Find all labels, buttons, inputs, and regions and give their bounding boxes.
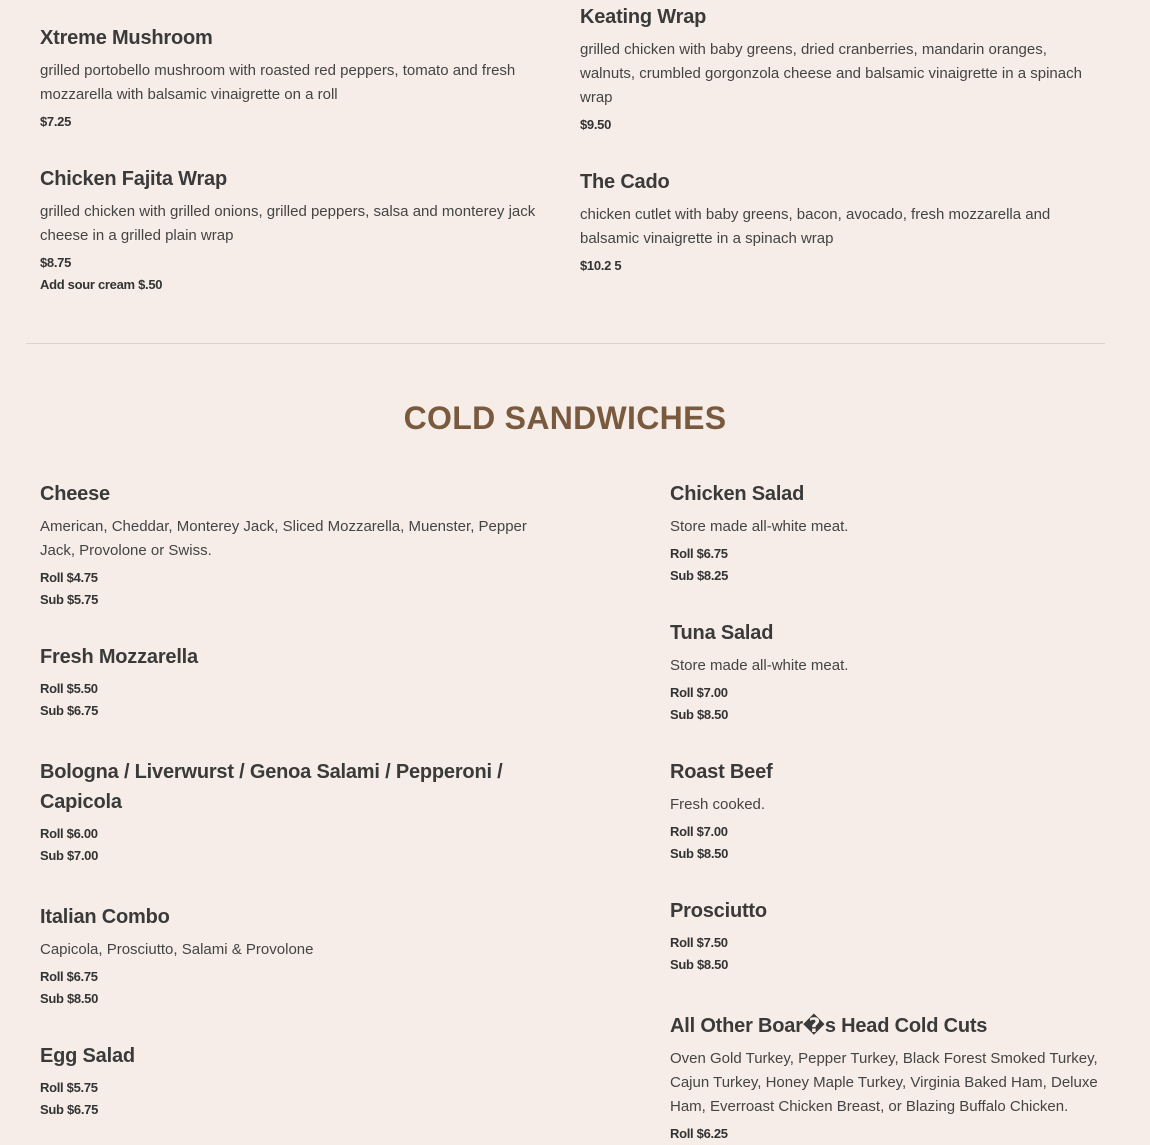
roll-price: Roll $6.25 (670, 1126, 728, 1141)
item-name: Chicken Salad (670, 483, 805, 505)
item-description: Store made all-white meat. (670, 518, 849, 535)
menu-item-egg-salad (40, 1041, 540, 1121)
item-description: grilled portobello mushroom with roasted red peppers, tomato and fresh mozzarella with balsamic vinaigrette on a roll (40, 62, 516, 103)
roll-price: Roll $6.75 (670, 546, 728, 561)
item-description: Fresh cooked. (670, 796, 766, 813)
section-title-cold-sandwiches: COLD SANDWICHES (403, 400, 727, 436)
section-divider (26, 343, 1105, 344)
item-name: Egg Salad (40, 1045, 135, 1067)
item-name: Cheese (40, 483, 110, 505)
sub-price: Sub $5.75 (40, 592, 98, 607)
menu-item-cheese (40, 479, 540, 611)
menu-item-boars-head-cold-cuts (670, 1011, 1100, 1145)
item-name: Tuna Salad (670, 622, 774, 644)
sub-price: Sub $8.25 (670, 568, 728, 583)
sub-price: Sub $6.75 (40, 703, 98, 718)
item-name: Prosciutto (670, 900, 767, 922)
item-description: chicken cutlet with baby greens, bacon, avocado, fresh mozzarella and balsamic vinaigrette in a spinach wrap (580, 206, 1051, 247)
item-description: Store made all-white meat. (670, 657, 849, 674)
sub-price: Sub $8.50 (670, 957, 728, 972)
menu-item-the-cado (580, 167, 1080, 277)
item-name: Roast Beef (670, 761, 773, 783)
item-name: Chicken Fajita Wrap (40, 168, 227, 190)
item-addon-price: Add sour cream $.50 (40, 277, 163, 292)
item-name: All Other Boar�s Head Cold Cuts (670, 1015, 988, 1037)
item-description: grilled chicken with grilled onions, grilled peppers, salsa and monterey jack cheese in a grilled plain wrap (40, 203, 536, 244)
item-description: Capicola, Prosciutto, Salami & Provolone (40, 941, 314, 958)
item-name: Fresh Mozzarella (40, 646, 198, 668)
menu-item-keating-wrap (580, 2, 1100, 136)
menu-item-roast-beef (670, 757, 1100, 865)
item-description: grilled chicken with baby greens, dried cranberries, mandarin oranges, walnuts, crumbled gorgonzola cheese and balsamic vinaigrette in a spinach wrap (580, 41, 1082, 106)
item-description: American, Cheddar, Monterey Jack, Sliced Mozzarella, Muenster, Pepper Jack, Provolone or Swiss. (40, 518, 527, 559)
menu-item-fresh-mozzarella (40, 642, 540, 722)
roll-price: Roll $6.00 (40, 826, 98, 841)
item-price: $9.50 (580, 117, 612, 132)
item-name: Bologna / Liverwurst / Genoa Salami / Pepperoni / Capicola (40, 761, 503, 813)
item-description: Oven Gold Turkey, Pepper Turkey, Black Forest Smoked Turkey, Cajun Turkey, Honey Maple Turkey, Virginia Baked Ham, Deluxe Ham, Everroast Chicken Breast, or Blazing Buffalo Chicken. (670, 1050, 1098, 1115)
sub-price: Sub $8.50 (670, 846, 728, 861)
roll-price: Roll $4.75 (40, 570, 98, 585)
roll-price: Roll $5.75 (40, 1080, 98, 1095)
roll-price: Roll $6.75 (40, 969, 98, 984)
menu-item-bologna-combo (40, 757, 520, 867)
menu-item-chicken-salad (670, 479, 1100, 587)
item-price: $10.2 5 (580, 258, 622, 273)
sub-price: Sub $7.00 (40, 848, 98, 863)
item-name: Keating Wrap (580, 6, 707, 28)
roll-price: Roll $7.00 (670, 824, 728, 839)
sub-price: Sub $8.50 (670, 707, 728, 722)
item-name: Xtreme Mushroom (40, 27, 213, 49)
item-name: Italian Combo (40, 906, 170, 928)
sub-price: Sub $8.50 (40, 991, 98, 1006)
menu-item-prosciutto (670, 896, 1100, 976)
menu-item-tuna-salad (670, 618, 1100, 726)
item-price: $7.25 (40, 114, 72, 129)
roll-price: Roll $7.50 (670, 935, 728, 950)
roll-price: Roll $5.50 (40, 681, 98, 696)
item-name: The Cado (580, 171, 670, 193)
item-price: $8.75 (40, 255, 72, 270)
sub-price: Sub $6.75 (40, 1102, 98, 1117)
menu-item-chicken-fajita-wrap (40, 164, 550, 296)
roll-price: Roll $7.00 (670, 685, 728, 700)
menu-item-xtreme-mushroom (40, 23, 540, 133)
menu-item-italian-combo (40, 902, 540, 1010)
